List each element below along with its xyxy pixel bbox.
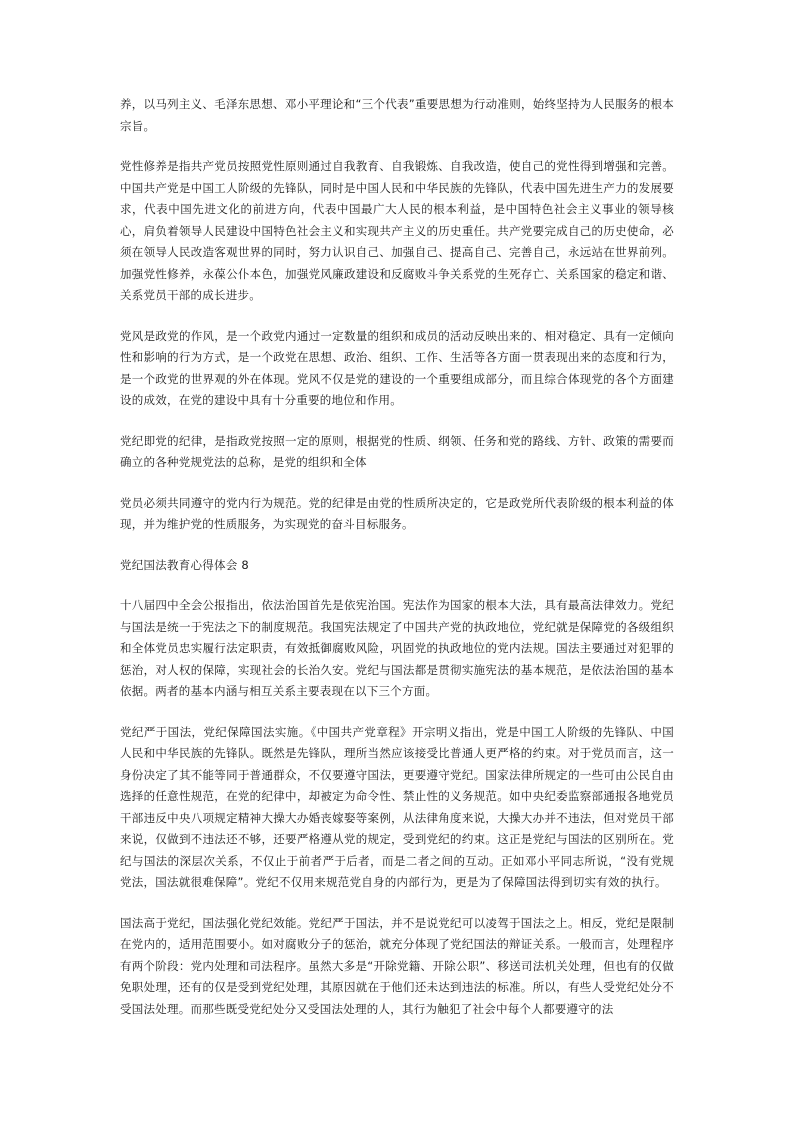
paragraph: 养，以马列主义、毛泽东思想、邓小平理论和“三个代表”重要思想为行动准则，始终坚持为人民服务的根本宗旨。: [120, 97, 674, 133]
paragraph: 党性修养是指共产党员按照党性原则通过自我教育、自我锻炼、自我改造，使自己的党性得到增强和完善。中国共产党是中国工人阶级的先锋队，同时是中国人民和中华民族的先锋队，代表中国先进生产力的发展要求，代表中国先进文化的前进方向，代表中国最广大人民的根本利益，是中国特色社会主义事业的领导核心，肩负着领导人民建设中国特色社会主义和实现共产主义的历史重任。共产党要完成自己的历史使命，必须在领导人民改造客观世界的同时，努力认识自己、加强自己、提高自己、完善自己，永远站在世界前列。加强党性修养，永葆公仆本色，加强党风廉政建设和反腐败斗争关系党的生死存亡、关系国家的稳定和谐、关系党员干部的成长进步。: [120, 159, 674, 302]
paragraph: 党纪即党的纪律，是指政党按照一定的原则，根据党的性质、纲领、任务和党的路线、方针、政策的需要而确立的各种党规党法的总称，是党的组织和全体: [120, 433, 674, 469]
section-title: 党纪国法教育心得体会 8: [120, 557, 249, 572]
paragraph: 国法高于党纪，国法强化党纪效能。党纪严于国法，并不是说党纪可以凌驾于国法之上。相反，党纪是限制在党内的，适用范围要小。如对腐败分子的惩治，就充分体现了党纪国法的辩证关系。一般而言，处理程序有两个阶段：党内处理和司法程序。虽然大多是“开除党籍、开除公职”、移送司法机关处理，但也有的仅做免职处理，还有的仅是受到党纪处理，其原因就在于他们还未达到违法的标准。所以，有些人受党纪处分不受国法处理。而那些既受党纪处分又受国法处理的人，其行为触犯了社会中每个人都要遵守的法: [120, 915, 674, 1016]
paragraph: 十八届四中全会公报指出，依法治国首先是依宪治国。宪法作为国家的根本大法，具有最高法律效力。党纪与国法是统一于宪法之下的制度规范。我国宪法规定了中国共产党的执政地位，党纪就是保障党的各级组织和全体党员忠实履行法定职责，有效抵御腐败风险，巩固党的执政地位的党内法规。国法主要通过对犯罪的惩治，对人权的保障，实现社会的长治久安。党纪与国法都是贯彻实施宪法的基本规范，是依法治国的基本依据。两者的基本内涵与相互关系主要表现在以下三个方面。: [120, 598, 674, 698]
paragraph: 党纪严于国法，党纪保障国法实施。《中国共产党章程》开宗明义指出，党是中国工人阶级的先锋队、中国人民和中华民族的先锋队。既然是先锋队，理所当然应该接受比普通人更严格的约束。对于党员而言，这一身份决定了其不能等同于普通群众，不仅要遵守国法，更要遵守党纪。国家法律所规定的一些可由公民自由选择的任意性规范，在党的纪律中，却被定为命令性、禁止性的义务规范。如中央纪委监察部通报各地党员干部违反中央八项规定精神大操大办婚丧嫁娶等案例，从法律角度来说，大操大办并不违法，但对党员干部来说，仅做到不违法还不够，还要严格遵从党的规定，受到党纪的约束。这正是党纪与国法的区别所在。党纪与国法的深层次关系，不仅止于前者严于后者，而是二者之间的互动。正如邓小平同志所说，“没有党规党法，国法就很难保障”。党纪不仅用来规范党自身的内部行为，更是为了保障国法得到切实有效的执行。: [120, 724, 674, 889]
paragraph: 党风是政党的作风，是一个政党内通过一定数量的组织和成员的活动反映出来的、相对稳定、具有一定倾向性和影响的行为方式，是一个政党在思想、政治、组织、工作、生活等各方面一贯表现出来的态度和行为，是一个政党的世界观的外在体现。党风不仅是党的建设的一个重要组成部分，而且综合体现党的各个方面建设的成效，在党的建设中具有十分重要的地位和作用。: [120, 328, 674, 407]
paragraph: 党员必须共同遵守的党内行为规范。党的纪律是由党的性质所决定的，它是政党所代表阶级的根本利益的体现，并为维护党的性质服务，为实现党的奋斗目标服务。: [120, 495, 674, 531]
